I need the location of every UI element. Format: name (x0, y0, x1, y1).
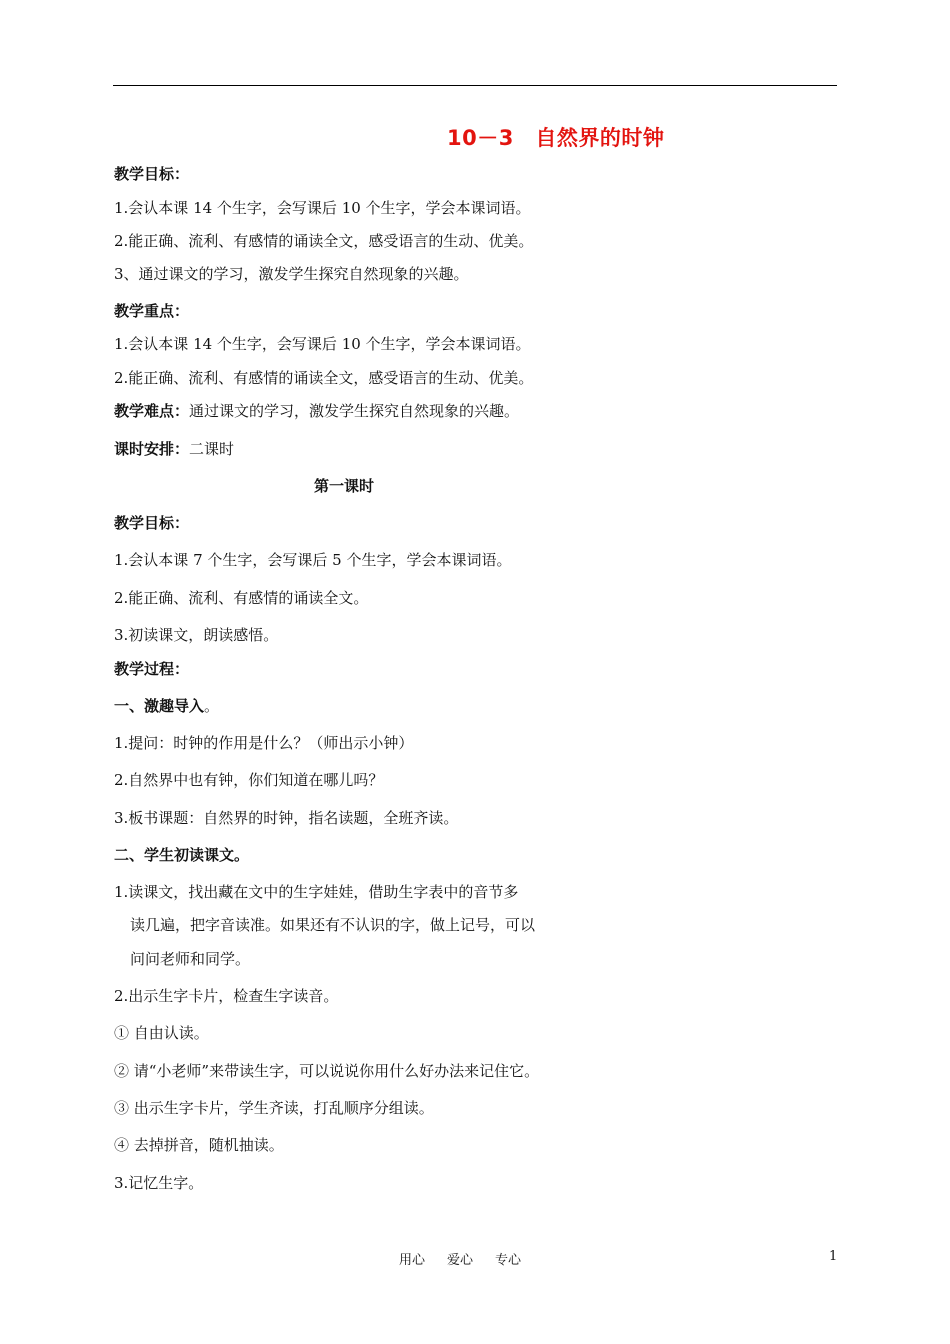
step1-item: 2.自然界中也有钟，你们知道在哪儿吗？ (114, 771, 384, 789)
step2-item-line: 1.读课文，找出藏在文中的生字娃娃，借助生字表中的音节多 (114, 883, 519, 901)
process-heading: 教学过程： (114, 660, 190, 678)
footer-word: 爱心 (447, 1253, 474, 1268)
goals-heading: 教学目标： (114, 165, 190, 183)
step2-subitem: ③ 出示生字卡片，学生齐读，打乱顺序分组读。 (114, 1099, 434, 1117)
page-footer (399, 1249, 543, 1268)
step2-heading: 二、学生初读课文。 (114, 846, 250, 864)
step2-item-line: 问问老师和同学。 (130, 950, 251, 968)
step2-subitem: ① 自由认读。 (114, 1024, 209, 1042)
schedule-line (114, 439, 234, 459)
lesson-goals-heading: 教学目标： (114, 514, 190, 532)
difficulty-label: 教学难点： (114, 402, 190, 420)
step1-heading-line (114, 696, 219, 716)
difficulty-text: 通过课文的学习，激发学生探究自然现象的兴趣。 (189, 402, 520, 420)
footer-word: 用心 (399, 1253, 426, 1268)
schedule-label: 课时安排： (114, 440, 190, 458)
keypoints-heading: 教学重点： (114, 302, 190, 320)
difficulty-line (114, 401, 519, 421)
schedule-text: 二课时 (189, 440, 235, 458)
keypoint-item: 2.能正确、流利、有感情的诵读全文，感受语言的生动、优美。 (114, 369, 534, 387)
step2-subitem: ④ 去掉拼音，随机抽读。 (114, 1136, 284, 1154)
goal-item: 3、通过课文的学习，激发学生探究自然现象的兴趣。 (114, 265, 469, 283)
step2-item: 3.记忆生字。 (114, 1174, 204, 1192)
lesson-goal-item: 1.会认本课 7 个生字，会写课后 5 个生字，学会本课词语。 (114, 551, 512, 569)
footer-word: 专心 (495, 1253, 522, 1268)
lesson-heading: 第一课时 (314, 477, 375, 495)
step2-subitem: ② 请“小老师”来带读生字，可以说说你用什么好办法来记住它。 (114, 1062, 540, 1080)
lesson-goal-item: 2.能正确、流利、有感情的诵读全文。 (114, 589, 369, 607)
step1-item: 3.板书课题：自然界的时钟，指名读题，全班齐读。 (114, 809, 459, 827)
step1-item: 1.提问：时钟的作用是什么？（师出示小钟） (114, 734, 414, 752)
step2-item: 2.出示生字卡片，检查生字读音。 (114, 987, 339, 1005)
goal-item: 2.能正确、流利、有感情的诵读全文，感受语言的生动、优美。 (114, 232, 534, 250)
page-title: 10－3 自然界的时钟 (447, 126, 665, 150)
keypoint-item: 1.会认本课 14 个生字，会写课后 10 个生字，学会本课词语。 (114, 335, 531, 353)
page-number: 1 (829, 1249, 838, 1264)
goal-item: 1.会认本课 14 个生字，会写课后 10 个生字，学会本课词语。 (114, 199, 531, 217)
lesson-goal-item: 3.初读课文，朗读感悟。 (114, 626, 279, 644)
step1-heading: 一、激趣导入 (114, 697, 205, 715)
step2-item-line: 读几遍，把字音读准。如果还有不认识的字，做上记号，可以 (130, 916, 536, 934)
header-rule (113, 85, 837, 86)
step1-suffix: 。 (204, 697, 220, 715)
